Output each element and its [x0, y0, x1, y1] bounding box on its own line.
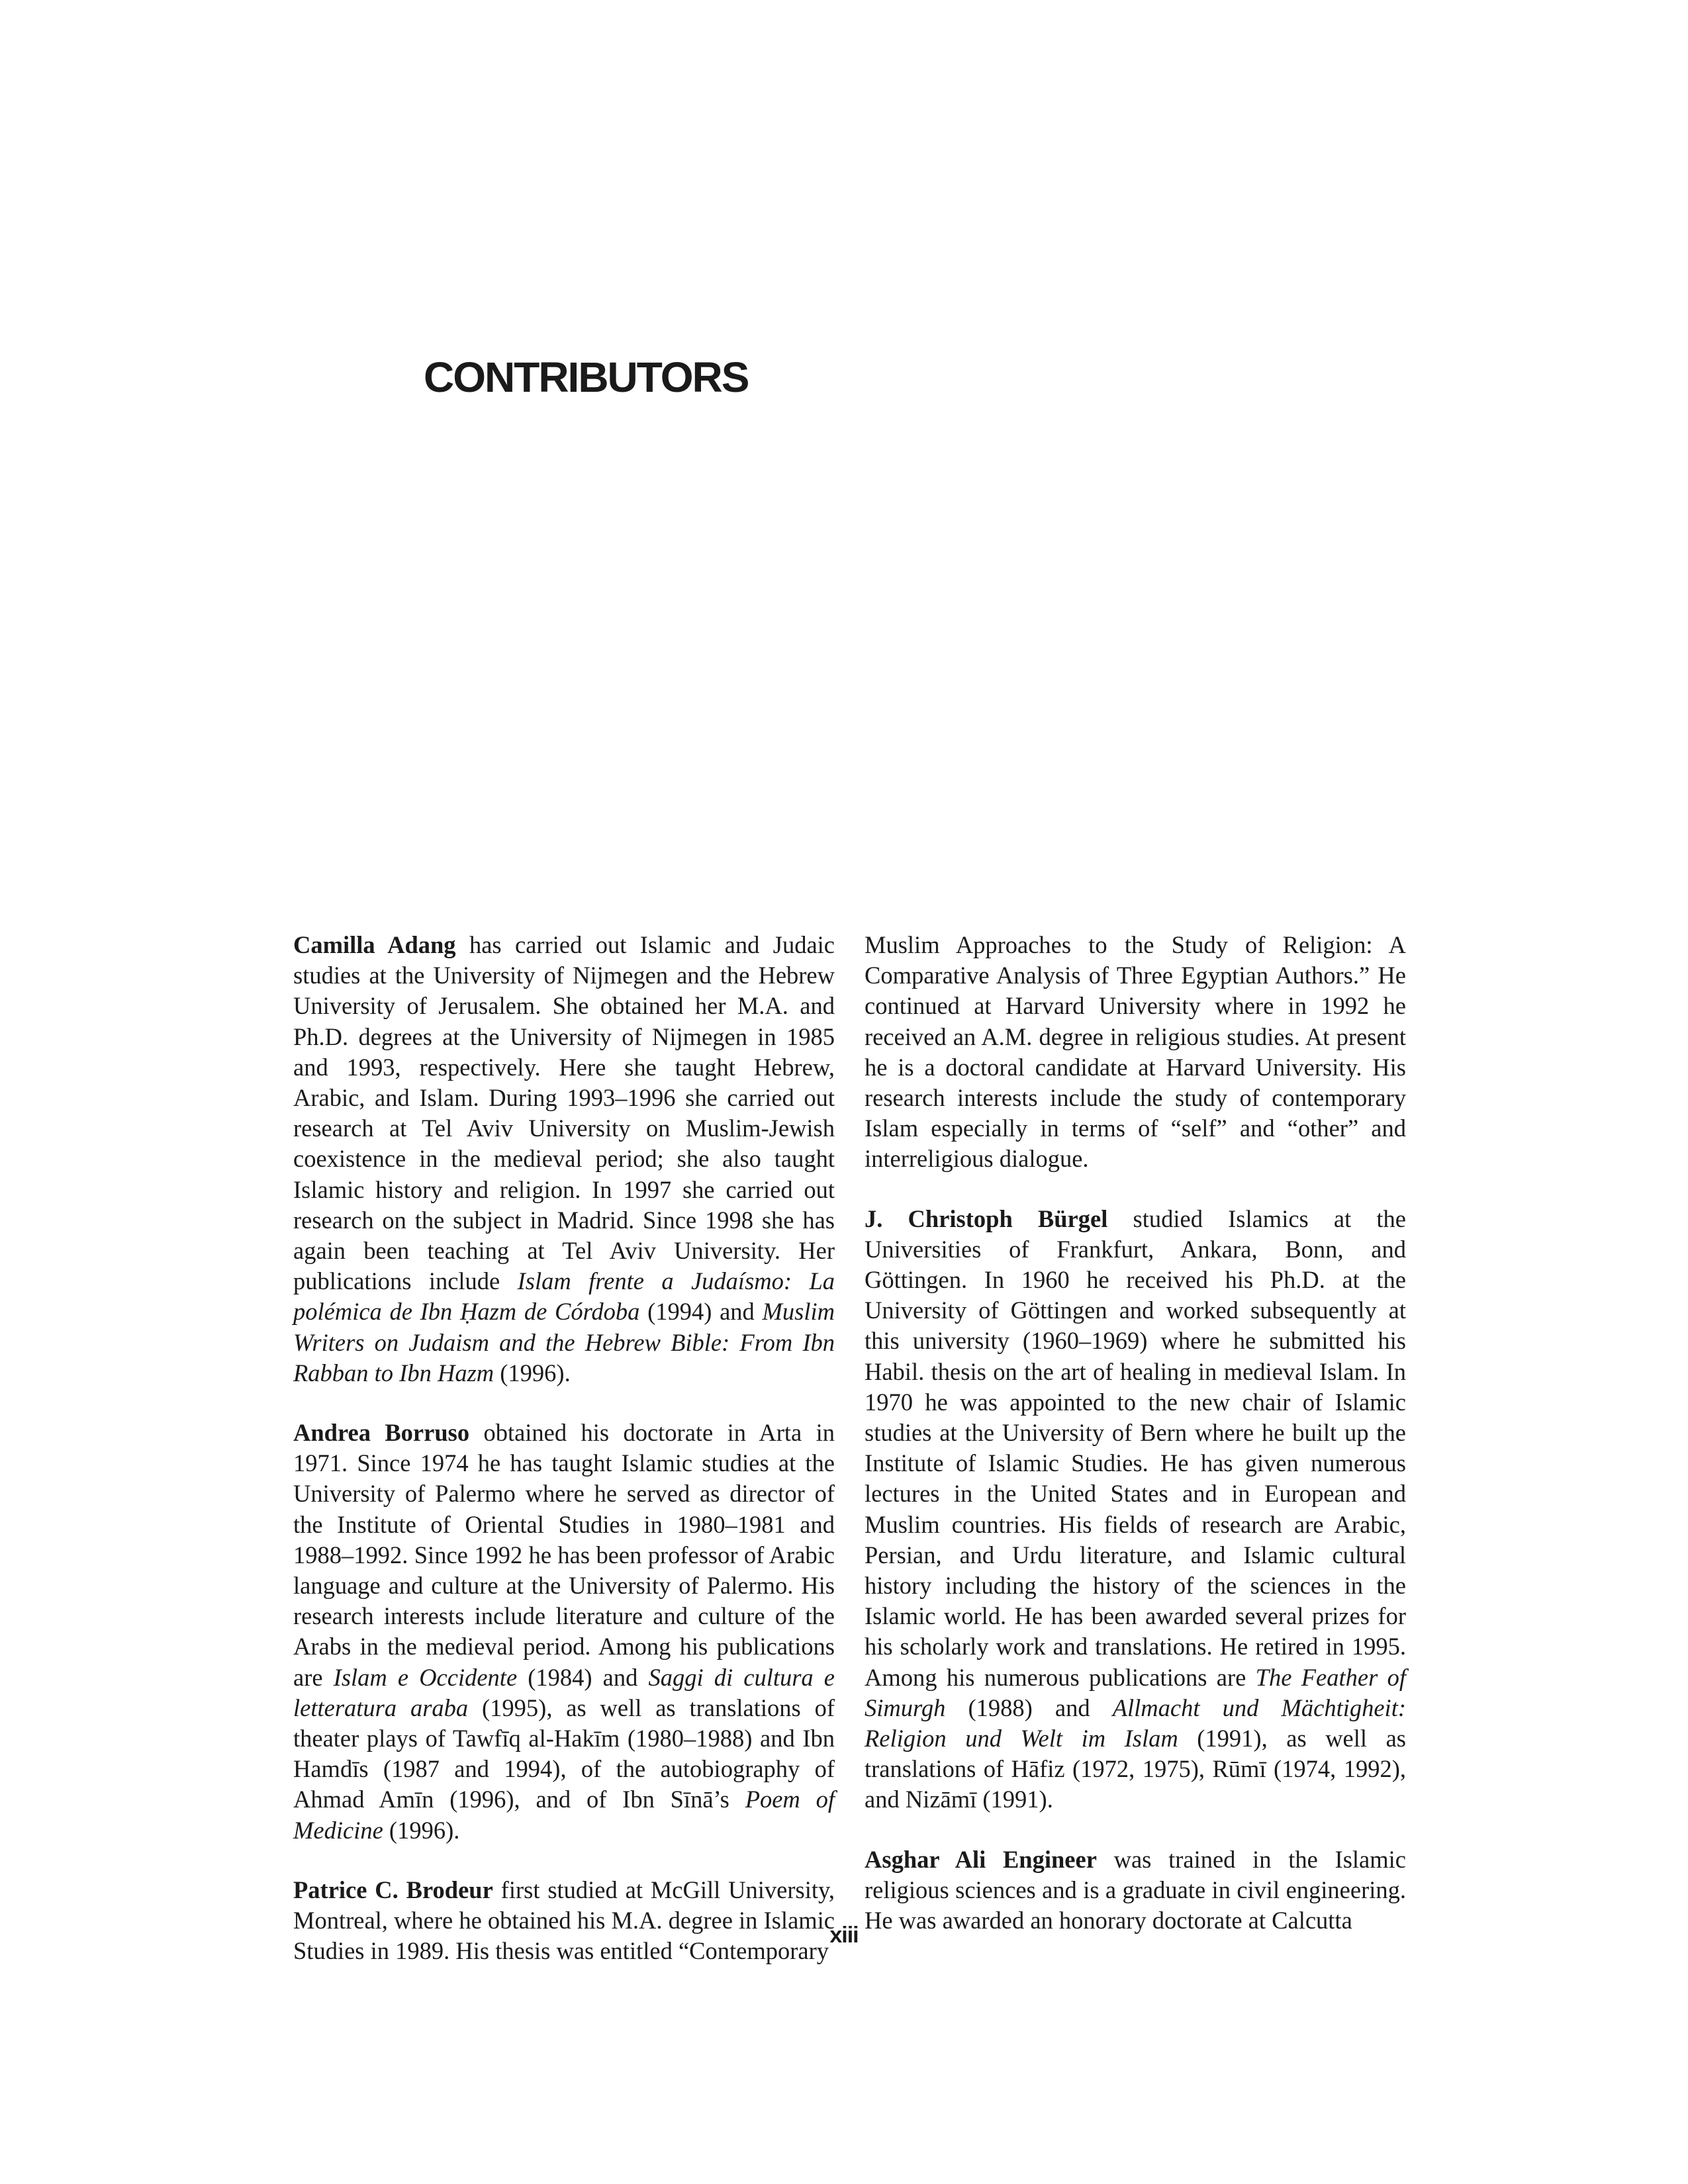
bio-text: (1995), as well as translations of theater plays of Tawfīq al-Hakīm (1980–1988) and Ibn Hamdīs (1987 and 1994), of the autobiography of Ahmad Amīn (1996), and of Ibn Sīnā’s	[293, 1694, 835, 1813]
right-column	[865, 930, 1406, 1936]
bio-text: (1984) and	[517, 1663, 649, 1691]
book-title: The Feather of Simurgh	[865, 1663, 1406, 1721]
contributor-entry-burgel	[865, 1204, 1406, 1815]
bio-text: obtained his doctorate in Arta in 1971. Since 1974 he has taught Islamic studies at the University of Palermo where he served as director of the Institute of Oriental Studies in 1980–1981 and 1988–1992. Since 1992 he has been professor of Arabic language and culture at the University of Palermo. His research interests include literature and culture of the Arabs in the medieval period. Among his publications are	[293, 1419, 835, 1691]
book-title: Allmacht und Mächtigheit: Religion und Welt im Islam	[865, 1694, 1406, 1752]
bio-text: was trained in the Islamic religious sciences and is a graduate in civil engineering. He was awarded an honorary doctorate at Calcutta	[865, 1845, 1406, 1934]
contributor-name: J. Christoph Bürgel	[865, 1205, 1108, 1232]
contributor-entry-brodeur-continued	[865, 930, 1406, 1175]
contributor-entry-brodeur	[293, 1875, 835, 1967]
bio-text: (1991), as well as translations of Hāfiz (1972, 1975), Rūmī (1974, 1992), and Nizāmī (1991).	[865, 1725, 1406, 1813]
contributor-entry-adang	[293, 930, 835, 1388]
contributor-name: Andrea Borruso	[293, 1419, 470, 1447]
left-column	[293, 930, 835, 1967]
bio-text: first studied at McGill University, Montreal, where he obtained his M.A. degree in Islamic Studies in 1989. His thesis was entitled “Contemporary	[293, 1876, 835, 1965]
bio-text: has carried out Islamic and Judaic studies at the University of Nijmegen and the Hebrew University of Jerusalem. She obtained her M.A. and Ph.D. degrees at the University of Nijmegen in 1985 and 1993, respectively. Here she taught Hebrew, Arabic, and Islam. During 1993–1996 she carried out research at Tel Aviv University on Muslim-Jewish coexistence in the medieval period; she also taught Islamic history and religion. In 1997 she carried out research on the subject in Madrid. Since 1998 she has again been teaching at Tel Aviv University. Her publications include	[293, 931, 835, 1295]
contributor-entry-borruso	[293, 1418, 835, 1846]
bio-text: (1988) and	[945, 1694, 1113, 1721]
bio-text: (1996).	[383, 1816, 460, 1844]
book-title: Saggi di cultura e letteratura araba	[293, 1663, 835, 1721]
contributor-name: Patrice C. Brodeur	[293, 1876, 493, 1903]
contributor-name: Camilla Adang	[293, 931, 456, 958]
bio-text: studied Islamics at the Universities of Frankfurt, Ankara, Bonn, and Göttingen. In 1960 he received his Ph.D. at the University of Göttingen and worked subsequently at this university (1960–1969) where he submitted his Habil. thesis on the art of healing in medieval Islam. In 1970 he was appointed to the new chair of Islamic studies at the University of Bern where he built up the Institute of Islamic Studies. He has given numerous lectures in the United States and in European and Muslim countries. His fields of research are Arabic, Persian, and Urdu literature, and Islamic cultural history including the history of the sciences in the Islamic world. He has been awarded several prizes for his scholarly work and translations. He retired in 1995. Among his numerous publications are	[865, 1205, 1406, 1691]
book-title: Islam e Occidente	[333, 1663, 518, 1691]
bio-text: (1994) and	[639, 1298, 763, 1326]
page-title: CONTRIBUTORS	[424, 353, 749, 401]
book-title: Islam frente a Judaísmo: La polémica de Ibn Ḥazm de Córdoba	[293, 1267, 835, 1326]
page-number: xiii	[829, 1923, 859, 1948]
bio-text: Muslim Approaches to the Study of Religion: A Comparative Analysis of Three Egyptian Authors.” He continued at Harvard University where in 1992 he received an A.M. degree in religious studies. At present he is a doctoral candidate at Harvard University. His research interests include the study of contemporary Islam especially in terms of “self” and “other” and interreligious dialogue.	[865, 931, 1406, 1173]
book-title: Poem of Medicine	[293, 1786, 835, 1844]
bio-text: (1996).	[494, 1359, 571, 1387]
contributor-name: Asghar Ali Engineer	[865, 1845, 1097, 1873]
book-title: Muslim Writers on Judaism and the Hebrew Bible: From Ibn Rabban to Ibn Hazm	[293, 1298, 835, 1387]
